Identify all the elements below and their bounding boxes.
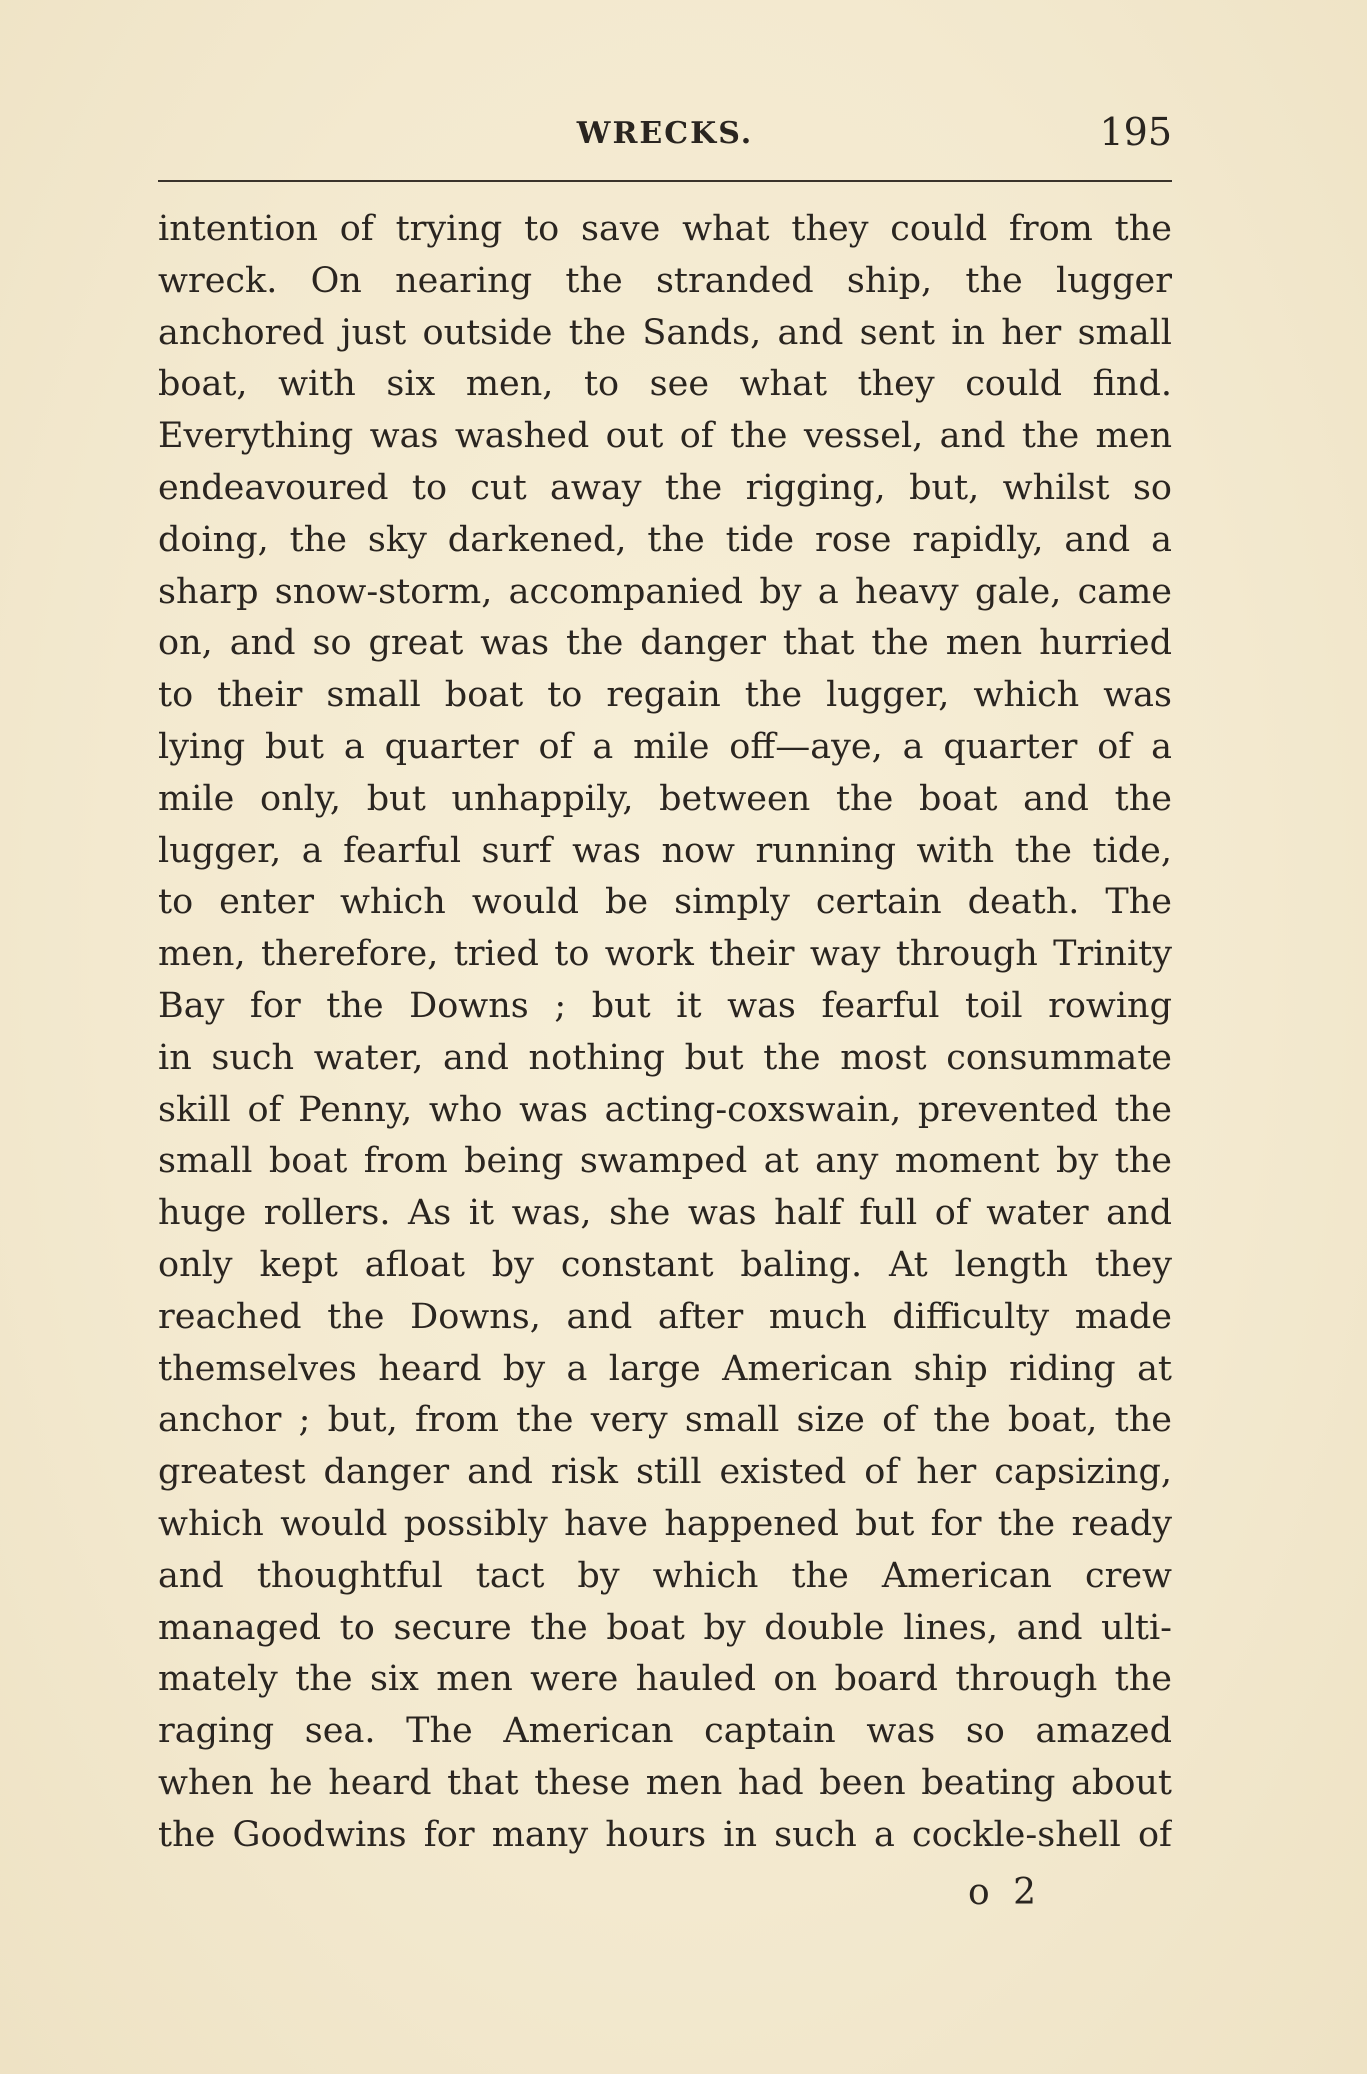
signature-mark: o 2 xyxy=(968,1872,1043,1913)
page-header xyxy=(158,106,1172,166)
text-line: endeavoured to cut away the rigging, but, whilst so xyxy=(158,467,1172,508)
text-line: skill of Penny, who was acting-coxswain, prevented the xyxy=(158,1089,1172,1130)
text-line: wreck. On nearing the stranded ship, the lugger xyxy=(158,260,1172,301)
text-line: greatest danger and risk still existed of her capsizing, xyxy=(158,1452,1172,1493)
header-rule xyxy=(158,180,1172,182)
text-line: small boat from being swamped at any moment by the xyxy=(158,1141,1172,1182)
text-line: men, therefore, tried to work their way through Trinity xyxy=(158,934,1172,975)
text-line: lugger, a fearful surf was now running with the tide, xyxy=(158,830,1172,871)
text-line: sharp snow-storm, accompanied by a heavy gale, came xyxy=(158,571,1172,612)
text-line: doing, the sky darkened, the tide rose rapidly, and a xyxy=(158,519,1172,560)
text-line: and thoughtful tact by which the American crew xyxy=(158,1555,1172,1596)
text-line: mately the six men were hauled on board through the xyxy=(158,1659,1172,1700)
text-line: to enter which would be simply certain death. The xyxy=(158,882,1172,923)
running-title: WRECKS. xyxy=(576,116,754,151)
text-line: when he heard that these men had been beating about xyxy=(158,1762,1172,1803)
text-line: on, and so great was the danger that the men hurried xyxy=(158,623,1172,664)
text-line: huge rollers. As it was, she was half full of water and xyxy=(158,1193,1172,1234)
page-number: 195 xyxy=(1099,110,1172,154)
text-line: Bay for the Downs ; but it was fearful toil rowing xyxy=(158,985,1172,1026)
body-text xyxy=(158,204,1172,1862)
text-line: themselves heard by a large American ship riding at xyxy=(158,1348,1172,1389)
text-line: in such water, and nothing but the most consummate xyxy=(158,1037,1172,1078)
text-line: only kept afloat by constant baling. At length they xyxy=(158,1244,1172,1285)
text-line: Everything was washed out of the vessel, and the men xyxy=(158,416,1172,457)
text-line: the Goodwins for many hours in such a cockle-shell of xyxy=(158,1814,1172,1855)
text-line: anchored just outside the Sands, and sent in her small xyxy=(158,312,1172,353)
text-line: managed to secure the boat by double lines, and ulti- xyxy=(158,1607,1172,1648)
text-line: reached the Downs, and after much difficulty made xyxy=(158,1296,1172,1337)
text-line: which would possibly have happened but for the ready xyxy=(158,1503,1172,1544)
text-line: mile only, but unhappily, between the boat and the xyxy=(158,778,1172,819)
text-line: anchor ; but, from the very small size of the boat, the xyxy=(158,1400,1172,1441)
text-line: to their small boat to regain the lugger, which was xyxy=(158,675,1172,716)
text-line: boat, with six men, to see what they could find. xyxy=(158,364,1172,405)
text-line: lying but a quarter of a mile off—aye, a quarter of a xyxy=(158,726,1172,767)
text-line: intention of trying to save what they could from the xyxy=(158,209,1172,249)
text-line: raging sea. The American captain was so amazed xyxy=(158,1711,1172,1752)
